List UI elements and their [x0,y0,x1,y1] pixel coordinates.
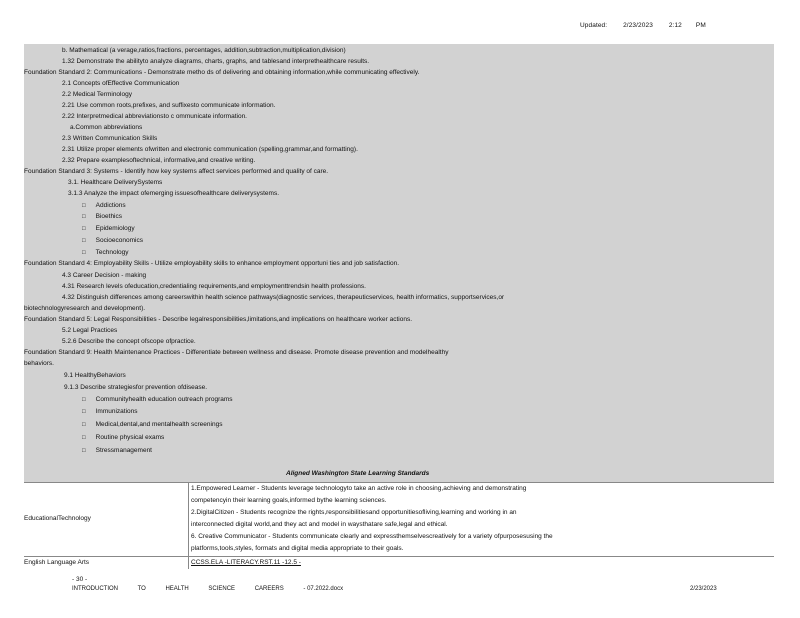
edtech-line: 1.Empowered Learner - Students leverage technologyto take an active role in choosing,achieving and demonstrating [191,485,527,492]
edtech-line: platforms,tools,styles, formats and digital media appropriate to their goals. [191,545,404,552]
ela-standard-code: CCSS.ELA -LITERACY.RST.11 -12.5 - [191,559,301,566]
line-5-2: 5.2 Legal Practices [62,327,118,334]
row-label-edtech: EducationalTechnology [24,515,91,522]
line-2-32: 2.32 Prepare examplesoftechnical, informative,and creative writing. [62,157,256,164]
foundation-5: Foundation Standard 5: Legal Responsibilities - Describe legalresponsibilities,limitations,and implications on healthcare worker actions. [24,316,413,323]
foundation-4: Foundation Standard 4: Employability Skills - Utilize employability skills to enhance employment opportuni ties and job satisfaction. [24,260,400,267]
row-content-ela [188,557,777,569]
line-2-31: 2.31 Utilize proper elements ofwritten and electronic communication (spelling,grammar,and formatting). [62,146,358,153]
updated-time: 2:12 [668,22,682,29]
line-5-2-6: 5.2.6 Describe the concept ofscope ofpractice. [62,338,196,345]
list-item: □ Routine physical exams [82,434,165,441]
bullet-icon: □ [82,250,86,256]
footer-word: CAREERS [254,586,284,592]
foundation-9: Foundation Standard 9: Health Maintenance Practices - Differentiate between wellness and disease. Promote disease prevention and modelhealthy [24,349,449,356]
edtech-line: 2.DigitalCitizen - Students recognize the rights,responsibilitiesand opportunitiesofliving,learning and working in an [191,509,517,516]
line-2-22: 2.22 Interpretmedical abbreviationsto c ommunicate information. [62,113,247,120]
table-row [24,482,774,557]
bullet-icon: □ [82,409,86,415]
doc-footer-title [72,586,361,592]
list-item: □ Bioethics [82,213,122,220]
footer-word: HEALTH [165,586,189,592]
line-4-32: 4.32 Distinguish differences among careerswithin health science pathways(diagnostic services, therapeuticservices, health informatics, supportservices,or [62,294,505,301]
line-4-32-cont: biotechnologyresearch and development). [24,305,146,312]
list-item: □ Technology [82,249,129,256]
footer-word: - 07.2022.docx [303,586,344,592]
line-9-1-3: 9.1.3 Describe strategiesfor prevention ofdisease. [64,384,208,391]
line-2-2: 2.2 Medical Terminology [62,91,132,98]
line-9-1: 9.1 HealthyBehaviors [64,372,126,379]
list-item: □ Socioeconomics [82,237,143,244]
line-3-1: 3.1. Healthcare DeliverySystems [68,179,163,186]
line-common-abbrev: a.Common abbreviations [70,124,143,131]
line-2-1: 2.1 Concepts ofEffective Communication [62,80,180,87]
bullet-icon: □ [82,435,86,441]
footer-word: TO [137,586,146,592]
updated-stamp [580,22,720,29]
updated-ampm: PM [695,22,706,29]
list-item: □ Immunizations [82,408,138,415]
list-item: □ Stressmanagement [82,447,152,454]
bullet-icon: □ [82,226,86,232]
line-4-31: 4.31 Research levels ofeducation,credentialing requirements,and employmenttrendsin health professions. [62,283,366,290]
alignment-title: Aligned Washington State Learning Standards [286,470,430,477]
edtech-line: 6. Creative Communicator - Students communicate clearly and expressthemselvescreatively for a variety ofpurposesusing the [191,533,553,540]
line-1-32: 1.32 Demonstrate the abilityto analyze diagrams, charts, graphs, and tablesand interprethealthcare results. [62,58,370,65]
bullet-icon: □ [82,214,86,220]
list-item: □ Addictions [82,202,126,209]
line-math: b. Mathematical (a verage,ratios,fractions, percentages, addition,subtraction,multiplication,division) [62,47,346,54]
edtech-line: interconnected digital world,and they act and model in waysthatare safe,legal and ethical. [191,521,448,528]
footer-word: SCIENCE [208,586,236,592]
standards-block [24,44,774,482]
bullet-icon: □ [82,448,86,454]
line-behaviors: behaviors. [24,360,54,367]
line-4-3: 4.3 Career Decision - making [62,272,147,279]
updated-label: Updated: [580,22,608,29]
list-item: □ Communityhealth education outreach programs [82,396,233,403]
line-3-1-3: 3.1.3 Analyze the impact ofemerging issuesofhealthcare deliverysystems. [68,190,279,197]
footer-word: INTRODUCTION [72,586,118,592]
bullet-icon: □ [82,422,86,428]
line-2-3: 2.3 Written Communication Skills [62,135,158,142]
bullet-icon: □ [82,238,86,244]
row-label-ela: English Language Arts [24,559,90,566]
table-row [24,556,774,569]
footer-date: 2/23/2023 [690,586,717,592]
page-number: - 30 - [72,576,88,583]
row-content-edtech [188,483,777,557]
edtech-line: competencyin their learning goals,informed bythe learning sciences. [191,497,387,504]
line-2-21: 2.21 Use common roots,prefixes, and suffixesto communicate information. [62,102,276,109]
list-item: □ Epidemiology [82,225,135,232]
foundation-2: Foundation Standard 2: Communications - Demonstrate metho ds of delivering and obtaining information,while communicating effectively. [24,69,420,76]
updated-date: 2/23/2023 [623,22,653,29]
foundation-3: Foundation Standard 3: Systems - Identify how key systems affect services performed and quality of care. [24,168,329,175]
bullet-icon: □ [82,203,86,209]
list-item: □ Medical,dental,and mentalhealth screenings [82,421,223,428]
bullet-icon: □ [82,397,86,403]
